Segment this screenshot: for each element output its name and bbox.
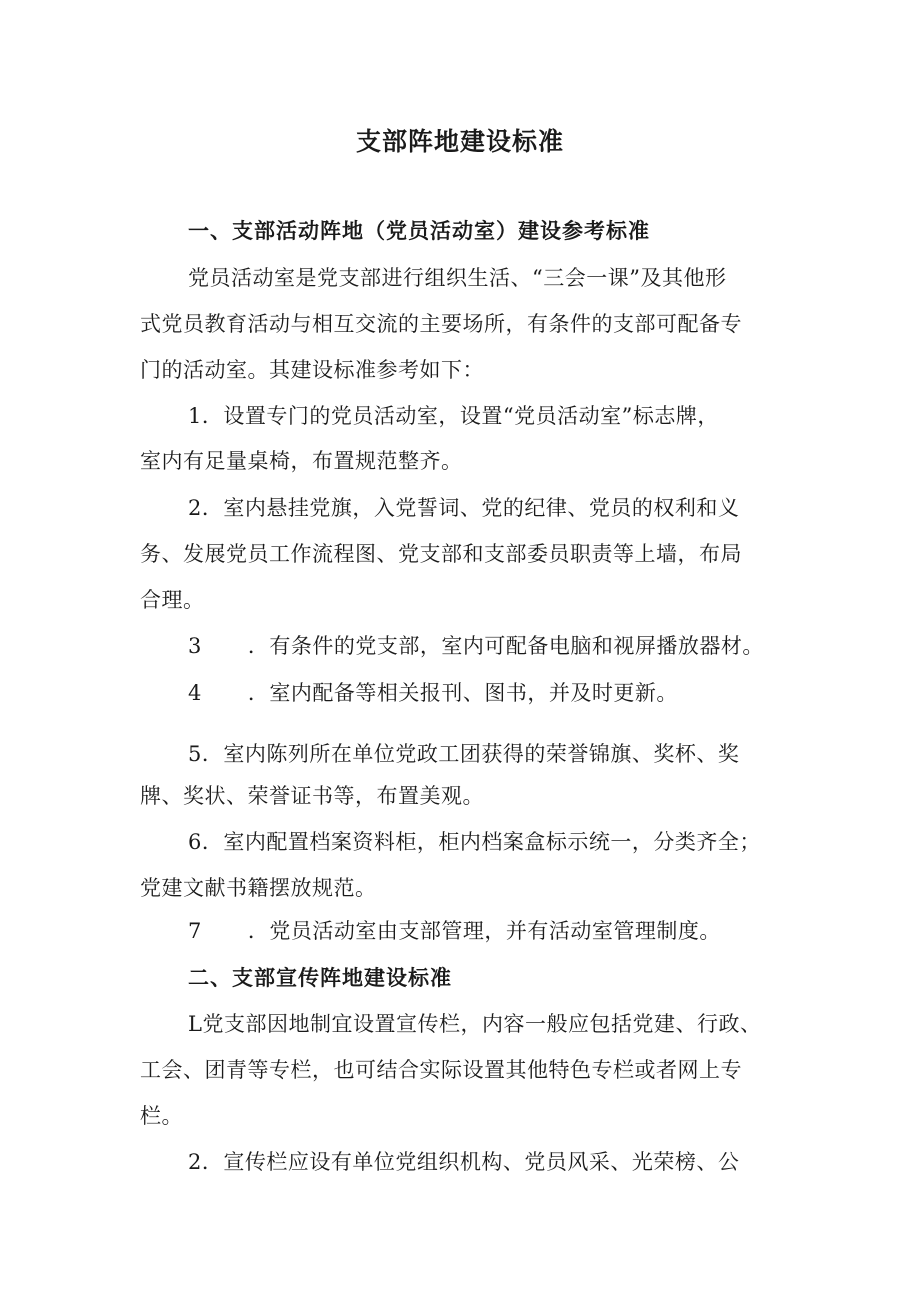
item-number: 2 [188, 496, 202, 520]
item-text: ．有条件的党支部，室内可配备电脑和视屏播放器材。 [247, 634, 764, 658]
item-text: ．室内配置档案资料柜，柜内档案盒标示统一，分类齐全； [201, 830, 761, 854]
item-number: 3 [188, 634, 202, 658]
item-text: ．设置专门的党员活动室，设置“党员活动室”标志牌， [201, 404, 719, 428]
list-item [188, 1146, 739, 1176]
item-text: 牌、奖状、荣誉证书等，布置美观。 [140, 784, 484, 808]
list-item [188, 826, 761, 856]
item-number: 2 [188, 1150, 202, 1174]
item-text: 室内有足量桌椅，布置规范整齐。 [140, 449, 463, 473]
page-title: 支部阵地建设标准 [355, 127, 564, 156]
intro-line: 式党员教育活动与相互交流的主要场所，有条件的支部可配备专 [140, 312, 742, 336]
list-item [188, 630, 764, 660]
section-heading-2: 二、支部宣传阵地建设标准 [188, 966, 452, 990]
intro-line: 党员活动室是党支部进行组织生活、“三会一课”及其他形 [188, 266, 727, 290]
section-heading-1: 一、支部活动阵地（党员活动室）建设参考标准 [188, 219, 650, 243]
item-text: 务、发展党员工作流程图、党支部和支部委员职责等上墙，布局 [140, 542, 742, 566]
item-text: 栏。 [140, 1104, 183, 1128]
item-text: ．室内悬挂党旗，入党誓词、党的纪律、党员的权利和义 [201, 496, 740, 520]
item-number: 7 [188, 919, 202, 943]
item-text: ．宣传栏应设有单位党组织机构、党员风采、光荣榜、公 [201, 1150, 740, 1174]
list-item [188, 492, 739, 522]
intro-line: 门的活动室。其建设标准参考如下： [140, 358, 484, 382]
item-text: 工会、团青等专栏，也可结合实际设置其他特色专栏或者网上专 [140, 1058, 742, 1082]
item-text: ．党员活动室由支部管理，并有活动室管理制度。 [247, 919, 721, 943]
item-text: 党建文献书籍摆放规范。 [140, 876, 377, 900]
item-number: 6 [188, 830, 202, 854]
item-number: 1 [188, 404, 202, 428]
item-number: 5 [188, 742, 202, 766]
item-text: 党支部因地制宜设置宣传栏，内容一般应包括党建、行政、 [202, 1012, 762, 1036]
item-number: L [188, 1012, 203, 1036]
list-item [188, 1008, 761, 1038]
list-item [188, 915, 721, 945]
item-text: ．室内陈列所在单位党政工团获得的荣誉锦旗、奖杯、奖 [201, 742, 740, 766]
item-text: ．室内配备等相关报刊、图书，并及时更新。 [247, 681, 678, 705]
list-item [188, 738, 739, 768]
list-item [188, 677, 678, 707]
item-number: 4 [188, 681, 202, 705]
item-text: 合理。 [140, 588, 205, 612]
list-item [188, 400, 719, 430]
